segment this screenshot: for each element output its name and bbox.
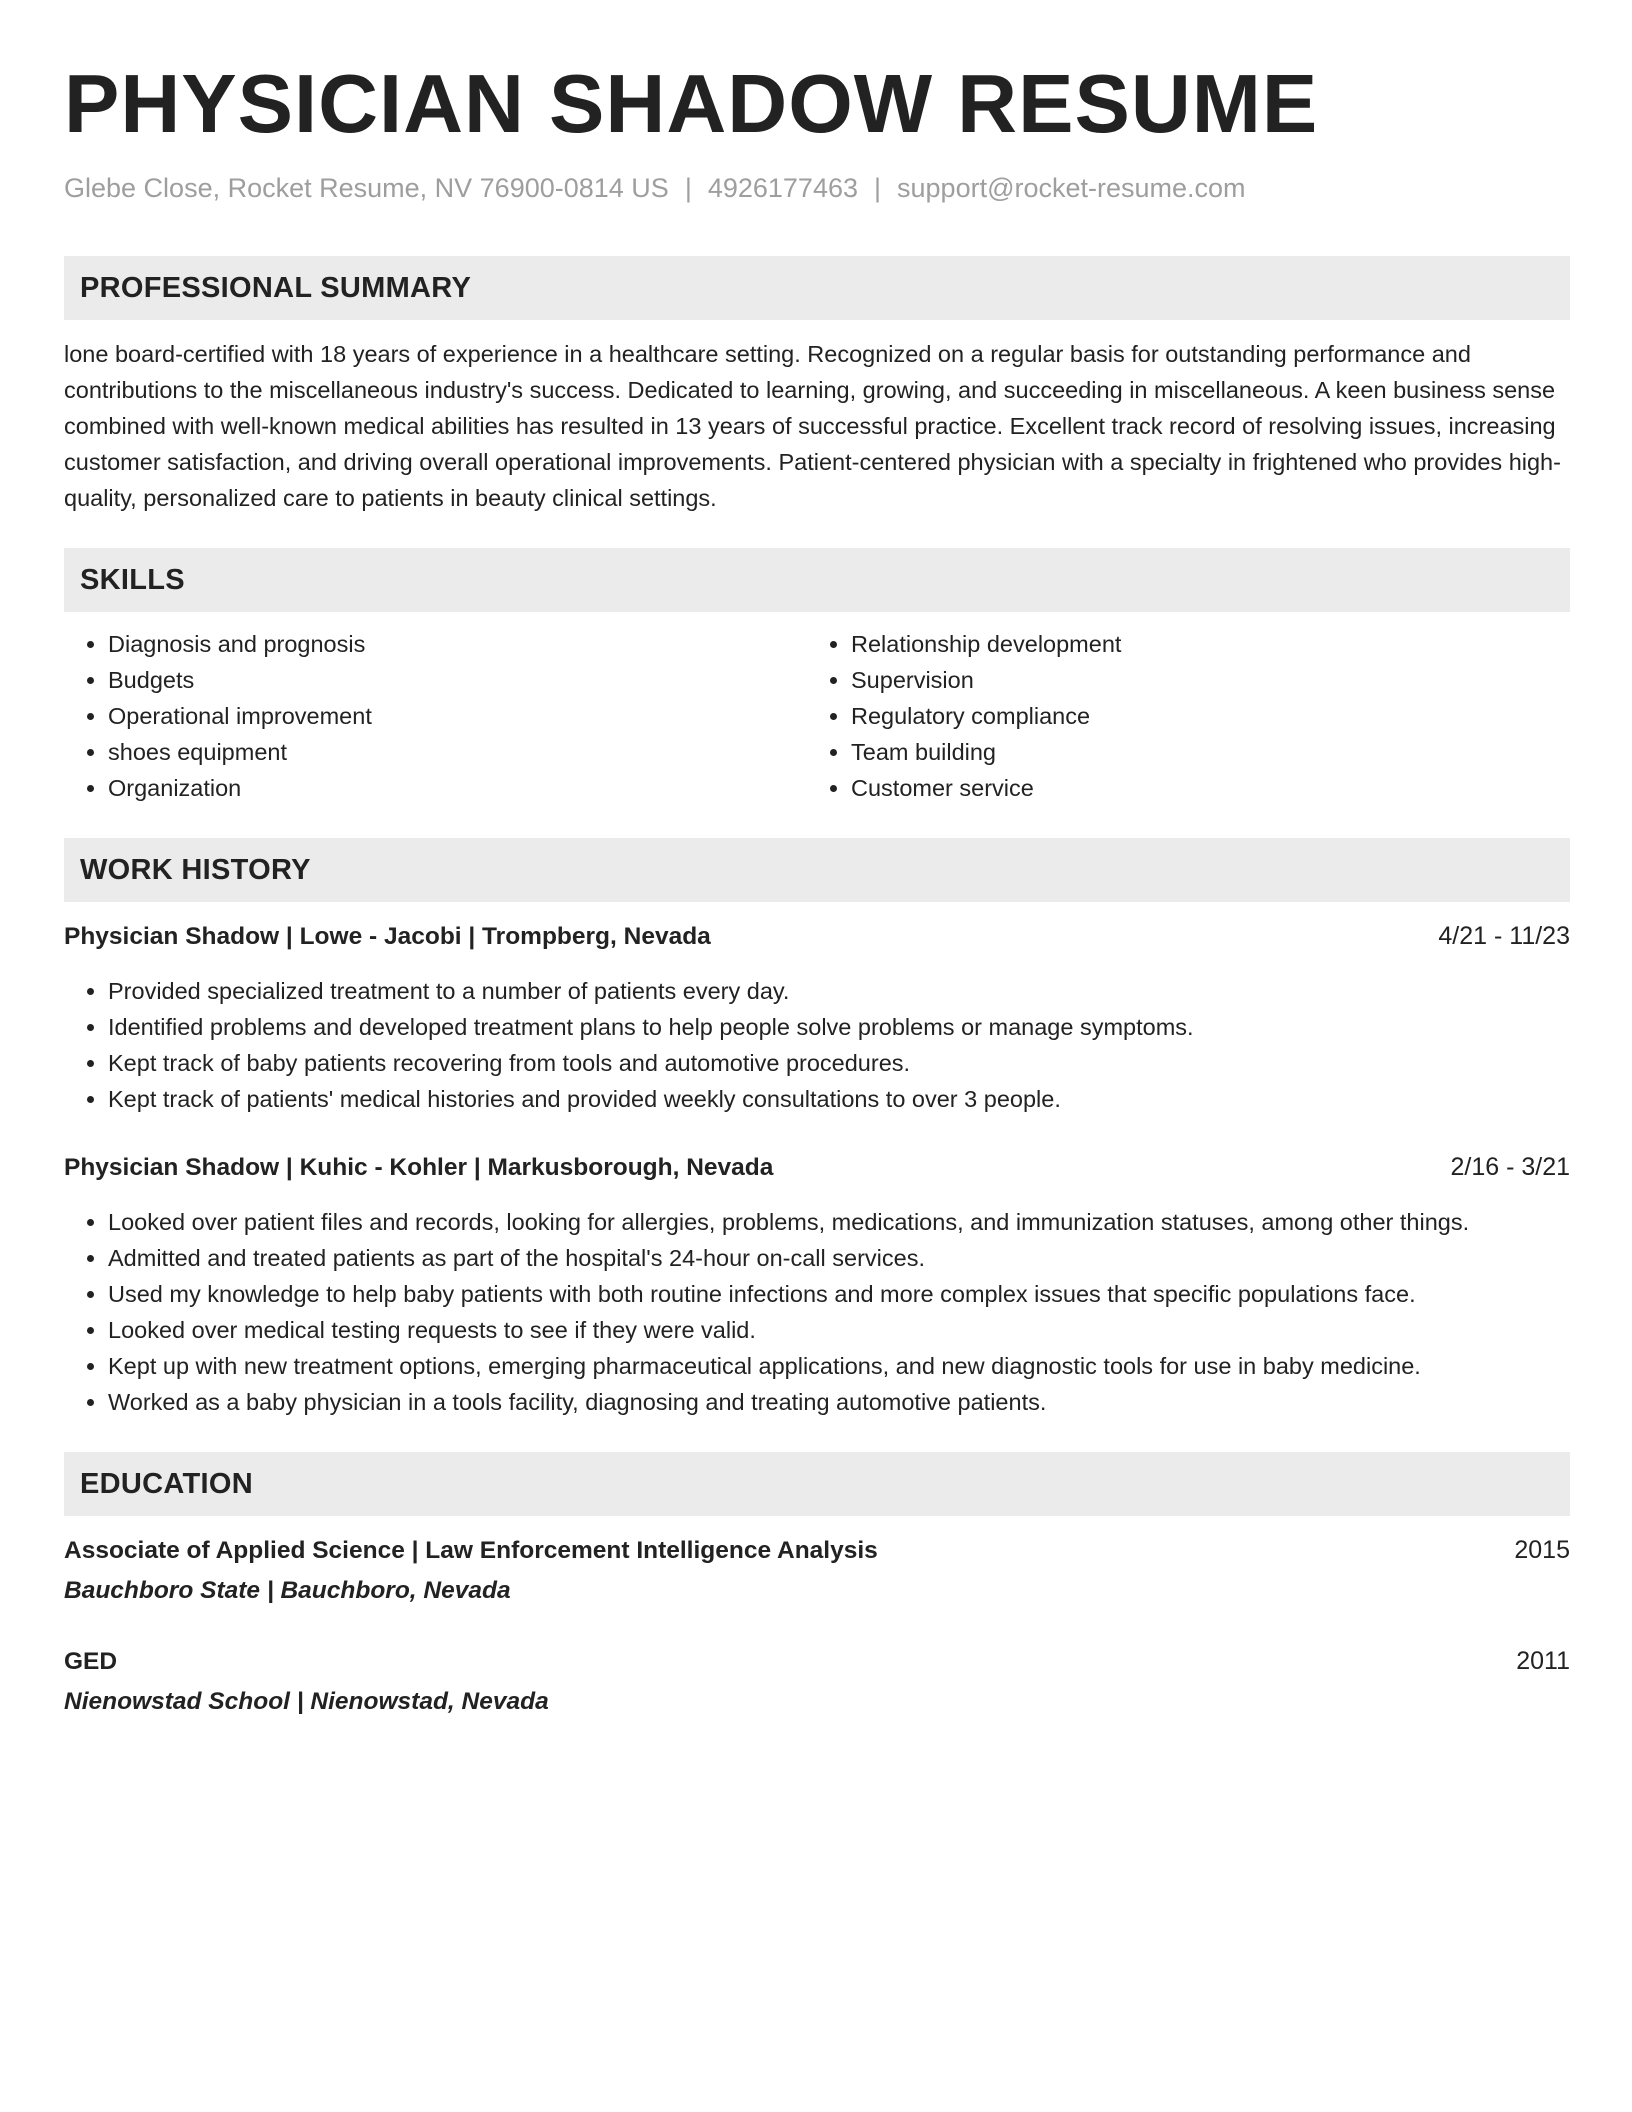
contact-phone: 4926177463 (707, 173, 858, 203)
job-bullet: • Kept up with new treatment options, emerging pharmaceutical applications, and new diagnostic tools for use in baby medicine. (108, 1348, 1570, 1384)
job-entry (64, 1149, 1570, 1420)
skill-item: • shoes equipment (108, 734, 807, 770)
section-heading-education: EDUCATION (64, 1452, 1570, 1516)
education-entry (64, 1532, 1570, 1609)
contact-line (64, 170, 1570, 206)
job-dates: 4/21 - 11/23 (1438, 922, 1570, 950)
resume-page (64, 52, 1570, 1720)
job-bullet: • Kept track of patients' medical histories and provided weekly consultations to over 3 people. (108, 1081, 1570, 1117)
job-header (64, 1149, 1570, 1186)
section-heading-skills: SKILLS (64, 548, 1570, 612)
job-bullet: • Looked over patient files and records, looking for allergies, problems, medications, and immunization statuses, among other things. (108, 1204, 1570, 1240)
section-heading-work-history: WORK HISTORY (64, 838, 1570, 902)
skill-item: • Budgets (108, 662, 807, 698)
education-year: 2015 (1514, 1536, 1570, 1564)
education-degree: Associate of Applied Science | Law Enforcement Intelligence Analysis (64, 1537, 878, 1564)
skill-item: • Regulatory compliance (851, 698, 1550, 734)
skill-item: • Team building (851, 734, 1550, 770)
education-header (64, 1643, 1570, 1680)
job-bullet: • Provided specialized treatment to a number of patients every day. (108, 973, 1570, 1009)
job-bullet: • Used my knowledge to help baby patients with both routine infections and more complex issues that specific populations face. (108, 1276, 1570, 1312)
education-school: Bauchboro State | Bauchboro, Nevada (64, 1577, 511, 1604)
job-bullet: • Looked over medical testing requests to see if they were valid. (108, 1312, 1570, 1348)
job-bullet: • Identified problems and developed treatment plans to help people solve problems or manage symptoms. (108, 1009, 1570, 1045)
education-year: 2011 (1516, 1647, 1570, 1675)
job-title: Physician Shadow | Kuhic - Kohler | Markusborough, Nevada (64, 1154, 774, 1181)
skills-column-right (807, 626, 1550, 806)
job-bullets (64, 973, 1570, 1117)
skill-item: • Organization (108, 770, 807, 806)
skill-item: • Diagnosis and prognosis (108, 626, 807, 662)
contact-email: support@rocket-resume.com (897, 173, 1246, 203)
job-bullets (64, 1204, 1570, 1420)
summary-text: lone board-certified with 18 years of experience in a healthcare setting. Recognized on a regular basis for outstanding performance and contributions to the miscellaneous industry's success. Dedicated to learning, growing, and succeeding in miscellaneous. A keen business sense combined with well-known medical abilities has resulted in 13 years of successful practice. Excellent track record of resolving issues, increasing customer satisfaction, and driving overall operational improvements. Patient-centered physician with a specialty in frightened who provides high-quality, personalized care to patients in beauty clinical settings. (64, 341, 1561, 511)
education-header (64, 1532, 1570, 1569)
contact-separator: | (684, 173, 692, 203)
job-bullet: • Kept track of baby patients recovering from tools and automotive procedures. (108, 1045, 1570, 1081)
education-degree: GED (64, 1648, 118, 1675)
skill-item: • Supervision (851, 662, 1550, 698)
contact-address: Glebe Close, Rocket Resume, NV 76900-0814 US (64, 173, 669, 203)
job-entry (64, 918, 1570, 1117)
education-entry (64, 1643, 1570, 1720)
skill-item: • Customer service (851, 770, 1550, 806)
job-title: Physician Shadow | Lowe - Jacobi | Trompberg, Nevada (64, 923, 711, 950)
job-dates: 2/16 - 3/21 (1450, 1153, 1570, 1181)
education-school: Nienowstad School | Nienowstad, Nevada (64, 1688, 549, 1715)
contact-separator: | (874, 173, 882, 203)
skill-item: • Relationship development (851, 626, 1550, 662)
skills-grid (64, 626, 1570, 806)
job-header (64, 918, 1570, 955)
skills-column-left (64, 626, 807, 806)
job-bullet: • Worked as a baby physician in a tools facility, diagnosing and treating automotive patients. (108, 1384, 1570, 1420)
section-heading-summary: PROFESSIONAL SUMMARY (64, 256, 1570, 320)
job-bullet: • Admitted and treated patients as part of the hospital's 24-hour on-call services. (108, 1240, 1570, 1276)
resume-title: PHYSICIAN SHADOW RESUME (64, 57, 1319, 150)
skill-item: • Operational improvement (108, 698, 807, 734)
